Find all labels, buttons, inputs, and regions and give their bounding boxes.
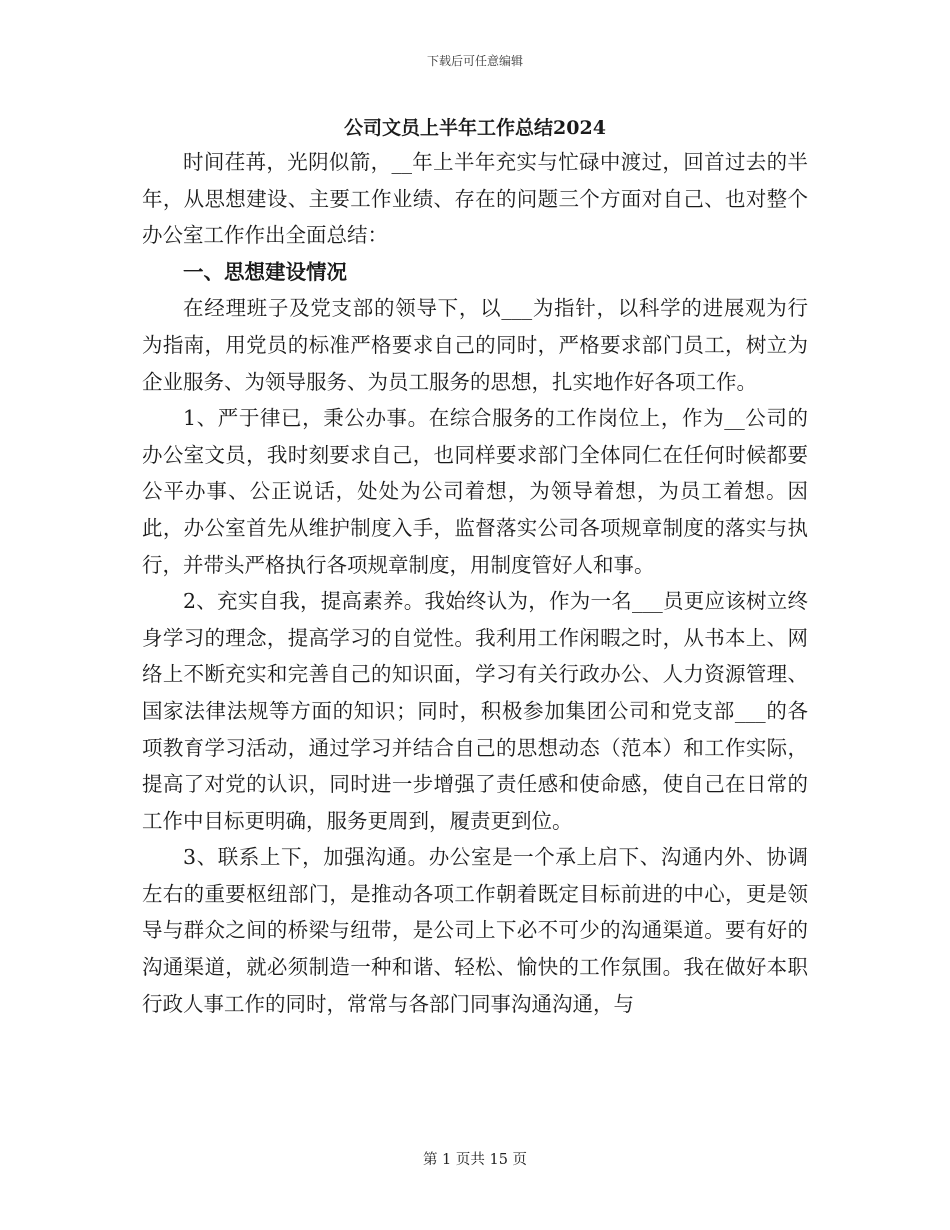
page-header-note: 下载后可任意编辑 bbox=[426, 54, 523, 68]
section-heading-ideology: 一、思想建设情况 bbox=[183, 259, 347, 284]
paragraph-item-2: 2、充实自我，提高素养。我始终认为，作为一名___员更应该树立终身学习的理念，提高学习的自觉性。我利用工作闲暇之时，从书本上、网络上不断充实和完善自己的知识面，学习有关行政办公、人力资源管理、国家法律法规等方面的知识；同时，积极参加集团公司和党支部___的各项教育学习活动，通过学习并结合自己的思想动态（范本）和工作实际，提高了对党的认识，同时进一步增强了责任感和使命感，使自己在日常的工作中目标更明确，服务更周到，履责更到位。 bbox=[142, 589, 808, 833]
paragraph-item-3: 3、联系上下，加强沟通。办公室是一个承上启下、沟通内外、协调左右的重要枢纽部门，是推动各项工作朝着既定目标前进的中心，更是领导与群众之间的桥梁与纽带，是公司上下必不可少的沟通渠道。要有好的沟通渠道，就必须制造一种和谐、轻松、愉快的工作氛围。我在做好本职行政人事工作的同时，常常与各部门同事沟通沟通，与 bbox=[142, 845, 808, 1016]
document-body bbox=[142, 112, 808, 1022]
paragraph-item-1: 1、严于律已，秉公办事。在综合服务的工作岗位上，作为__公司的办公室文员，我时刻要求自己，也同样要求部门全体同仁在任何时候都要公平办事、公正说话，处处为公司着想，为领导着想，为员工着想。因此，办公室首先从维护制度入手，监督落实公司各项规章制度的落实与执行，并带头严格执行各项规章制度，用制度管好人和事。 bbox=[142, 406, 808, 577]
document-title: 公司文员上半年工作总结2024 bbox=[344, 117, 606, 139]
paragraph-intro: 时间荏苒，光阴似箭，__年上半年充实与忙碌中渡过，回首过去的半年，从思想建设、主要工作业绩、存在的问题三个方面对自己、也对整个办公室工作作出全面总结： bbox=[142, 150, 808, 248]
paragraph-ideology: 在经理班子及党支部的领导下，以___为指针，以科学的进展观为行为指南，用党员的标准严格要求自己的同时，严格要求部门员工，树立为企业服务、为领导服务、为员工服务的思想，扎实地作好各项工作。 bbox=[142, 296, 808, 394]
page-number-footer: 第 1 页共 15 页 bbox=[422, 1152, 528, 1168]
